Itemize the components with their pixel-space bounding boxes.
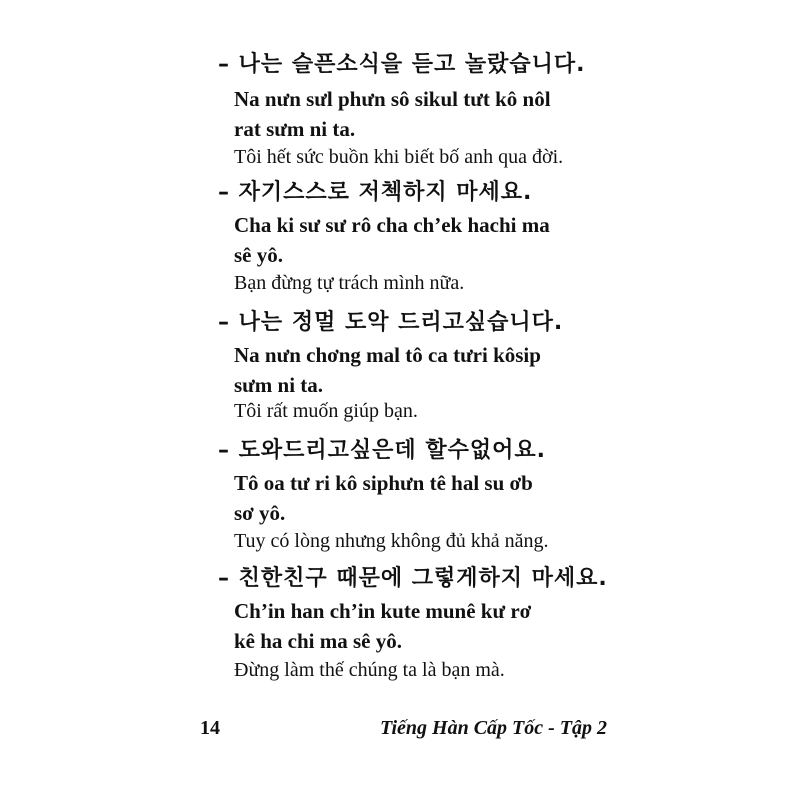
romanization [234,210,634,270]
vietnamese-translation: Tôi hết sức buồn khi biết bố anh qua đời. [234,146,564,168]
vietnamese-translation: Bạn đừng tự trách mình nữa. [234,272,465,294]
romanization-line: sơ yô. [234,501,286,525]
romanization-line: kê ha chi ma sê yô. [234,629,402,653]
korean-sentence: – 자기스스로 저첵하지 마세요. [218,180,533,205]
romanization-line: Na nưn sưl phưn sô sikul tưt kô nôl [234,87,551,111]
romanization-line: Ch’in han ch’in kute munê kư rơ [234,599,532,623]
romanization [234,596,634,656]
romanization-line: Tô oa tư ri kô siphưn tê hal su ơb [234,471,533,495]
vietnamese-translation: Tôi rất muốn giúp bạn. [234,400,418,422]
romanization-line: sê yô. [234,243,283,267]
book-title-footer: Tiếng Hàn Cấp Tốc - Tập 2 [380,717,608,739]
vietnamese-translation: Đừng làm thế chúng ta là bạn mà. [234,659,505,681]
romanization-line: Na nưn chơng mal tô ca tưri kôsip [234,343,541,367]
romanization-line: Cha ki sư sư rô cha ch’ek hachi ma [234,213,550,237]
romanization-line: sưm ni ta. [234,373,324,397]
vietnamese-translation: Tuy có lòng nhưng không đủ khả năng. [234,530,549,552]
korean-sentence: – 친한친구 때문에 그렇게하지 마세요. [218,566,608,591]
korean-sentence: – 나는 정멀 도악 드리고싶습니다. [218,310,564,335]
korean-sentence: – 도와드리고싶은데 할수없어요. [218,438,546,463]
romanization [234,468,634,528]
romanization-line: rat sưm ni ta. [234,117,356,141]
korean-sentence: – 나는 슬픈소식을 듣고 놀랐습니다. [218,52,586,77]
page-number: 14 [200,717,220,739]
romanization [234,340,634,400]
romanization [234,84,634,144]
